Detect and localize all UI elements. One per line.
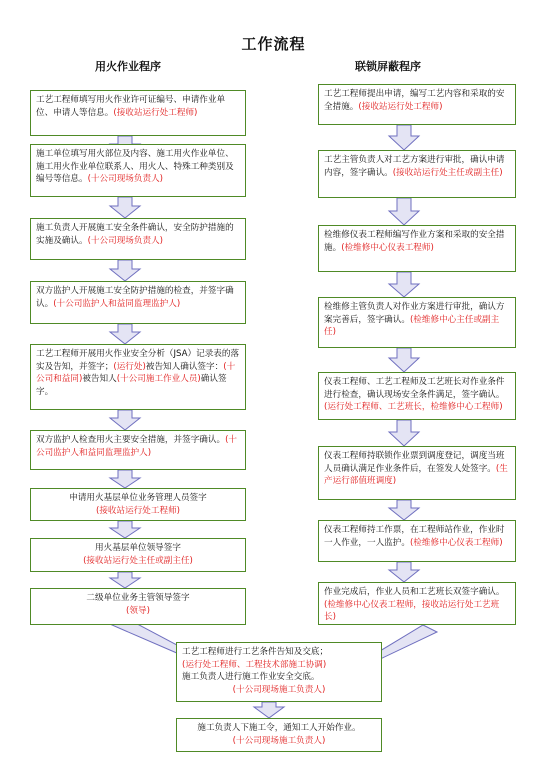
arrow-r7 xyxy=(389,562,419,582)
left-step-5-role3: (十公司施工作业人员) xyxy=(116,374,201,384)
arrow-r5 xyxy=(389,420,419,446)
arrow-l2 xyxy=(110,197,140,218)
left-step-7-text: 申请用火基层单位业务管理人员签字 xyxy=(69,493,207,503)
arrow-l7 xyxy=(110,521,140,538)
right-step-8-text: 作业完成后，作业人员和工艺班长双签字确认。 xyxy=(324,587,505,597)
right-step-8 xyxy=(318,582,516,625)
left-step-5 xyxy=(30,344,246,410)
left-step-4-text: 双方监护人开展施工安全防护措施的检查，并签字确认。 xyxy=(36,286,234,309)
right-step-7-role: (检维修中心仪表工程师) xyxy=(409,537,503,548)
left-step-3-text: 施工负责人开展施工安全条件确认，安全防护措施的实施及确认。 xyxy=(36,223,234,246)
left-step-2-role: (十公司现场负责人) xyxy=(87,174,164,184)
right-step-4-text: 检维修主管负责人对作业方案进行审批，确认方案完善后，签字确认。 xyxy=(324,302,505,325)
merge-step-line2: 施工负责人进行施工作业安全交底。 xyxy=(182,672,320,682)
arrow-l5 xyxy=(110,410,140,430)
left-step-5-text4: 确认签字。 xyxy=(36,374,227,397)
right-step-6-text: 仪表工程师持联锁作业票到调度登记，调度当班人员确认满足作业条件后，在签发人处签字。 xyxy=(324,451,505,474)
right-step-1-role: (接收站运行处工程师) xyxy=(358,101,443,112)
merge-step-line1: 工艺工程师进行工艺条件告知及交底； xyxy=(182,647,329,657)
left-step-2 xyxy=(30,144,246,197)
right-step-3 xyxy=(318,225,516,272)
right-step-6-role: (生产运行部值班调度) xyxy=(324,463,508,486)
merge-step-role1: (运行处工程师、工程技术部施工协调) xyxy=(182,659,327,670)
left-step-8 xyxy=(30,538,246,572)
page-title: 工作流程 xyxy=(241,35,306,53)
right-step-1-text: 工艺工程师提出申请，编写工艺内容和采取的安全措施。 xyxy=(324,89,505,112)
left-step-3-role: (十公司现场负责人) xyxy=(87,235,164,246)
right-step-7 xyxy=(318,520,516,562)
left-step-1 xyxy=(30,90,246,136)
left-step-9-text: 二级单位业务主管领导签字 xyxy=(86,593,190,603)
left-step-5-role2: (十公司和益同) xyxy=(36,361,236,384)
arrow-l4 xyxy=(110,324,140,344)
left-step-7-role: (接收站运行处工程师) xyxy=(95,505,181,516)
right-step-6 xyxy=(318,446,516,500)
final-step xyxy=(176,718,382,752)
left-step-5-text2: 被告知人确认签字： xyxy=(145,361,224,372)
left-step-4-role: (十公司监护人和益同监理监护人) xyxy=(53,298,181,309)
left-step-5-text: 工艺工程师开展用火作业安全分析（JSA）记录表的落实及告知，并签字； xyxy=(36,349,240,372)
merge-step xyxy=(176,642,382,702)
left-step-9-role: (领导) xyxy=(126,605,150,616)
left-step-9 xyxy=(30,588,246,625)
arrow-r1 xyxy=(389,125,419,150)
left-step-6 xyxy=(30,430,246,470)
right-step-4-role: (检维修中心主任或副主任) xyxy=(324,314,500,337)
left-step-6-text: 双方监护人检查用火主要安全措施，并签字确认。 xyxy=(36,435,226,445)
right-step-1 xyxy=(318,84,516,125)
left-step-2-text: 施工单位填写用火部位及内容、施工用火作业单位、施工用火作业单位联系人、用火人、特殊工种类别及编号等信息。 xyxy=(36,149,234,184)
left-step-4 xyxy=(30,281,246,324)
right-step-2-role: (接收站运行处主任或副主任) xyxy=(392,167,503,178)
left-step-5-role: (运行处) xyxy=(113,361,146,372)
left-step-1-role: (接收站运行处工程师) xyxy=(113,107,198,118)
right-step-5-role: (运行处工程师、工艺班长，检维修中心工程师) xyxy=(324,402,503,412)
arrow-r4 xyxy=(389,348,419,372)
arrow-r6 xyxy=(389,500,419,520)
right-step-5-text: 仪表工程师、工艺工程师及工艺班长对作业条件进行检查，确认现场安全条件满足，签字确认。 xyxy=(324,377,505,400)
left-step-6-role: (十公司监护人和益同监理监护人) xyxy=(36,435,238,458)
right-step-2 xyxy=(318,150,516,198)
left-step-8-text: 用火基层单位领导签字 xyxy=(95,543,181,553)
final-step-role: (十公司现场施工负责人) xyxy=(232,735,326,746)
right-step-4 xyxy=(318,297,516,348)
right-step-7-text: 仪表工程师持工作票，在工程师站作业，作业时一人作业，一人监护。 xyxy=(324,525,505,548)
left-column-title: 用火作业程序 xyxy=(95,60,161,73)
right-step-5 xyxy=(318,372,516,420)
left-step-5-text3: 被告知人 xyxy=(82,374,117,384)
right-step-2-text: 工艺主管负责人对工艺方案进行审批，确认申请内容，签字确认。 xyxy=(324,155,505,178)
arrow-l3 xyxy=(110,260,140,281)
arrow-l8 xyxy=(110,572,140,588)
arrow-final xyxy=(254,702,284,718)
arrow-l6 xyxy=(110,470,140,488)
arrow-r2 xyxy=(389,198,419,225)
arrow-r3 xyxy=(389,272,419,297)
right-step-8-role: (检维修中心仪表工程师，接收站运行处工艺班长) xyxy=(324,599,500,622)
merge-step-role2: (十公司现场施工负责人) xyxy=(232,684,326,695)
final-step-text: 施工负责人下施工令，通知工人开始作业。 xyxy=(197,723,361,733)
right-step-3-text: 检维修仪表工程师编写作业方案和采取的安全措施。 xyxy=(324,230,505,253)
left-step-3 xyxy=(30,218,246,260)
left-step-8-role: (接收站运行处主任或副主任) xyxy=(83,555,193,566)
right-column-title: 联锁屏蔽程序 xyxy=(355,60,421,73)
left-step-7 xyxy=(30,488,246,521)
right-step-3-role: (检维修中心仪表工程师) xyxy=(341,242,434,253)
left-step-1-text: 工艺工程师填写用火作业许可证编号、申请作业单位、申请人等信息。 xyxy=(36,95,226,118)
